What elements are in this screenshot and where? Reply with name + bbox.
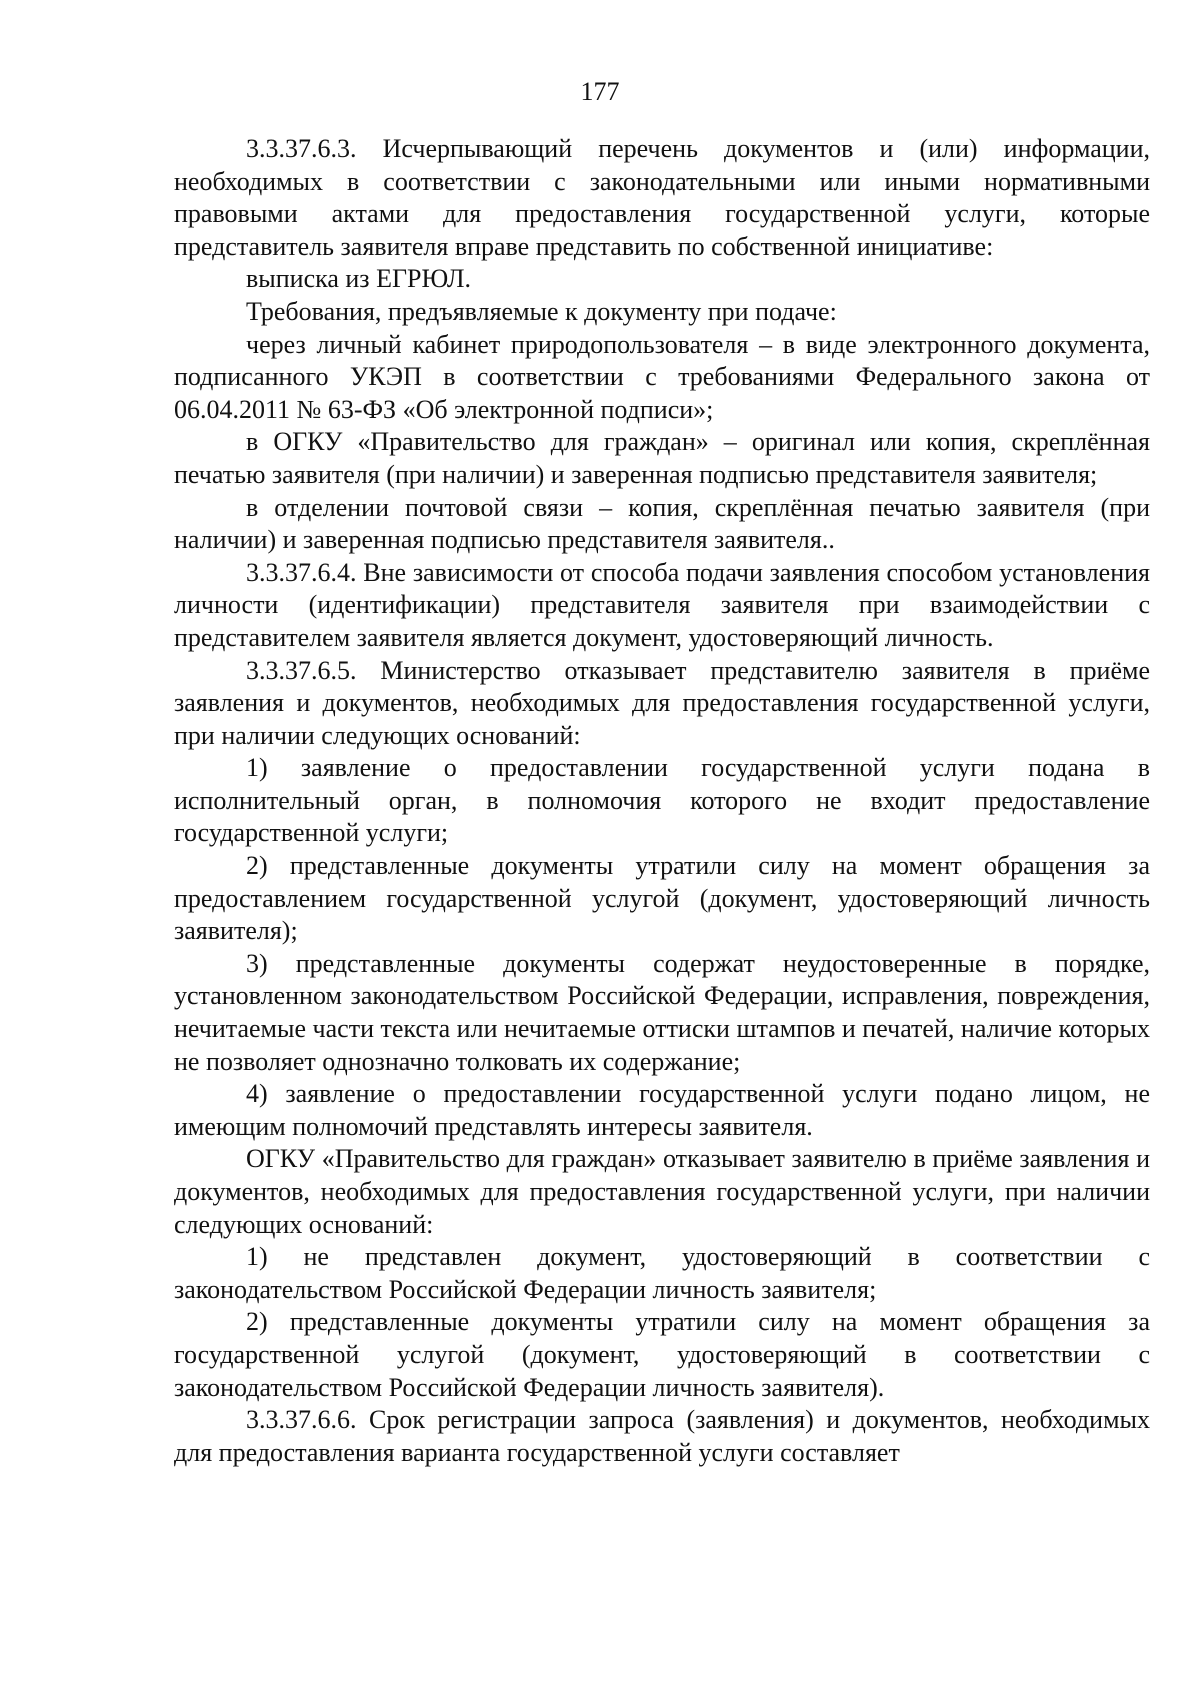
paragraph-egrul-extract: выписка из ЕГРЮЛ. (246, 264, 472, 294)
paragraph-ministry-reason-2: 2) представленные документы утратили силу на момент обращения за предоставлением государственной услугой (документ, удостоверяющий личность заявителя); (174, 851, 1150, 946)
page-number: 177 (580, 77, 620, 106)
paragraph-3-3-37-6-5: 3.3.37.6.5. Министерство отказывает представителю заявителя в приёме заявления и документов, необходимых для предоставления государственной услуги, при наличии следующих оснований: (174, 655, 1150, 750)
paragraph-3-3-37-6-4: 3.3.37.6.4. Вне зависимости от способа подачи заявления способом установления личности (идентификации) представителя заявителя при взаимодействии с представителем заявителя является документ, удостоверяющий личность. (174, 557, 1150, 652)
paragraph-requirements-heading: Требования, предъявляемые к документу при подаче: (246, 296, 837, 326)
paragraph-ministry-reason-4: 4) заявление о предоставлении государственной услуги подано лицом, не имеющим полномочий представлять интересы заявителя. (174, 1079, 1150, 1141)
paragraph-ministry-reason-3: 3) представленные документы содержат неудостоверенные в порядке, установленном законодательством Российской Федерации, исправления, повреждения, нечитаемые части текста или нечитаемые оттиски штампов и печатей, наличие которых не позволяет однозначно толковать их содержание; (174, 948, 1150, 1076)
paragraph-3-3-37-6-6: 3.3.37.6.6. Срок регистрации запроса (заявления) и документов, необходимых для предоставления варианта государственной услуги составляет (174, 1405, 1150, 1467)
paragraph-ogku-reason-1: 1) не представлен документ, удостоверяющий в соответствии с законодательством Российской Федерации личность заявителя; (174, 1242, 1150, 1304)
document-body (174, 133, 1150, 1469)
paragraph-3-3-37-6-3: 3.3.37.6.3. Исчерпывающий перечень документов и (или) информации, необходимых в соответствии с законодательными или иными нормативными правовыми актами для предоставления государственной услуги, которые представитель заявителя вправе представить по собственной инициативе: (174, 134, 1150, 261)
paragraph-ministry-reason-1: 1) заявление о предоставлении государственной услуги подана в исполнительный орган, в полномочия которого не входит предоставление государственной услуги; (174, 753, 1150, 848)
paragraph-post-office: в отделении почтовой связи – копия, скреплённая печатью заявителя (при наличии) и заверенная подписью представителя заявителя.. (174, 492, 1150, 555)
paragraph-personal-cabinet: через личный кабинет природопользователя – в виде электронного документа, подписанного УКЭП в соответствии с требованиями Федерального закона от 06.04.2011 № 63-ФЗ «Об электронной подписи»; (174, 329, 1150, 424)
paragraph-ogku-original: в ОГКУ «Правительство для граждан» – оригинал или копия, скреплённая печатью заявителя (при наличии) и заверенная подписью представителя заявителя; (174, 427, 1150, 489)
paragraph-ogku-refusal: ОГКУ «Правительство для граждан» отказывает заявителю в приёме заявления и документов, необходимых для предоставления государственной услуги, при наличии следующих оснований: (174, 1144, 1150, 1239)
paragraph-ogku-reason-2: 2) представленные документы утратили силу на момент обращения за государственной услугой (документ, удостоверяющий в соответствии с законодательством Российской Федерации личность заявителя). (174, 1307, 1150, 1402)
